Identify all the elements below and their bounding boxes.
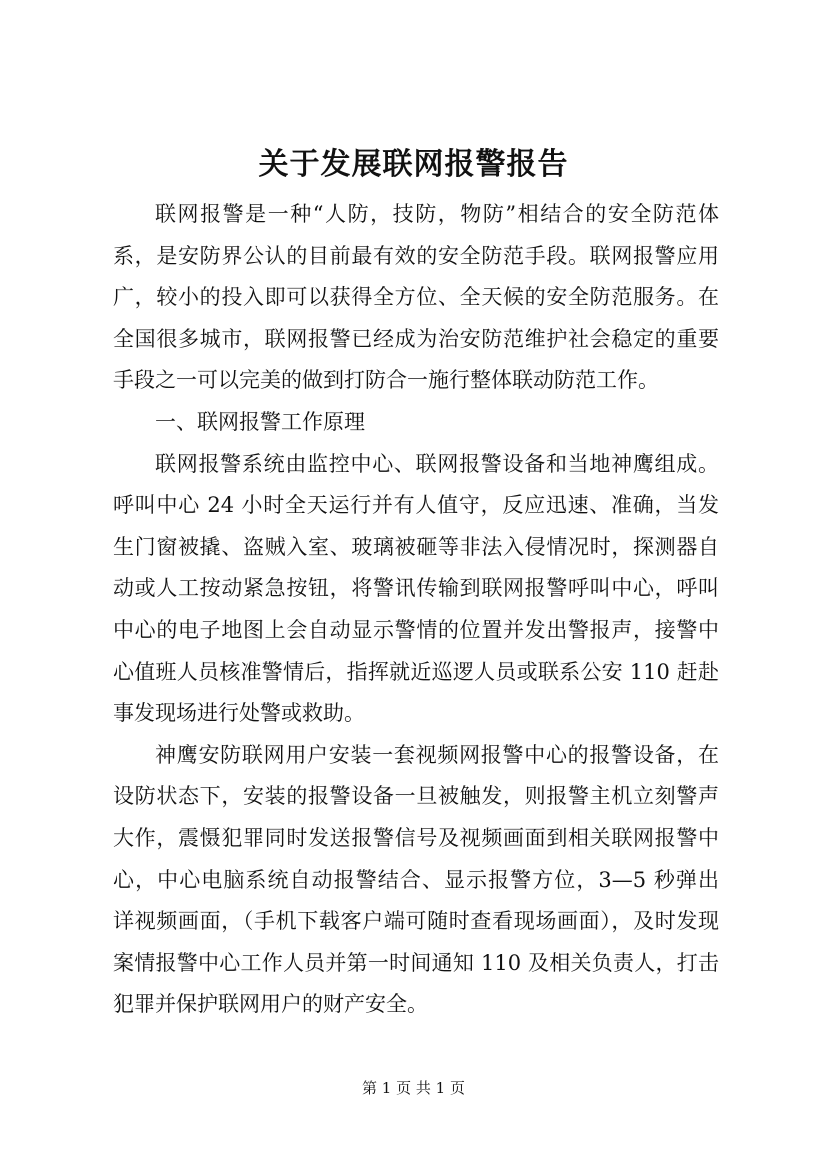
paragraph-3: [113, 735, 719, 1026]
text-line: 动或人工按动紧急按钮，将警讯传输到联网报警呼叫中心，呼叫: [113, 576, 719, 601]
text-line: 联网报警是一种“人防，技防，物防”相结合的安全防范体: [155, 202, 719, 226]
paragraph-1: [113, 194, 719, 402]
text-line: 生门窗被撬、盗贼入室、玻璃被砸等非法入侵情况时，探测器自: [113, 534, 719, 559]
text-line: 事发现场进行处警或救助。: [113, 701, 365, 726]
text-line: 犯罪并保护联网用户的财产安全。: [113, 992, 428, 1017]
page-number-footer: 第 1 页 共 1 页: [362, 1079, 465, 1097]
text-line: 联网报警系统由监控中心、联网报警设备和当地神鹰组成。: [155, 451, 719, 476]
text-line: 设防状态下，安装的报警设备一旦被触发，则报警主机立刻警声: [113, 784, 719, 809]
text-line: 心值班人员核准警情后，指挥就近巡逻人员或联系公安 110 赶赴: [113, 659, 719, 684]
text-line: 详视频画面，（手机下载客户端可随时查看现场画面），及时发现: [113, 909, 719, 934]
section-heading: [113, 402, 719, 444]
text-line: 案情报警中心工作人员并第一时间通知 110 及相关负责人，打击: [113, 950, 719, 975]
text-line: 心，中心电脑系统自动报警结合、显示报警方位，3—5 秒弹出: [113, 867, 719, 892]
section-heading-text: 一、联网报警工作原理: [155, 409, 365, 434]
text-line: 呼叫中心 24 小时全天运行并有人值守，反应迅速、准确，当发: [113, 493, 719, 518]
document-title: 关于发展联网报警报告: [258, 147, 569, 182]
document-body: [113, 194, 719, 1026]
text-line: 神鹰安防联网用户安装一套视频网报警中心的报警设备，在: [155, 742, 719, 767]
text-line: 全国很多城市，联网报警已经成为治安防范维护社会稳定的重要: [113, 326, 719, 351]
text-line: 大作，震慑犯罪同时发送报警信号及视频画面到相关联网报警中: [113, 825, 719, 850]
text-line: 系，是安防界公认的目前最有效的安全防范手段。联网报警应用: [113, 243, 719, 268]
text-line: 广，较小的投入即可以获得全方位、全天候的安全防范服务。在: [113, 285, 719, 310]
text-line: 手段之一可以完美的做到打防合一施行整体联动防范工作。: [113, 368, 659, 393]
paragraph-2: [113, 444, 719, 735]
text-line: 中心的电子地图上会自动显示警情的位置并发出警报声，接警中: [113, 617, 719, 642]
